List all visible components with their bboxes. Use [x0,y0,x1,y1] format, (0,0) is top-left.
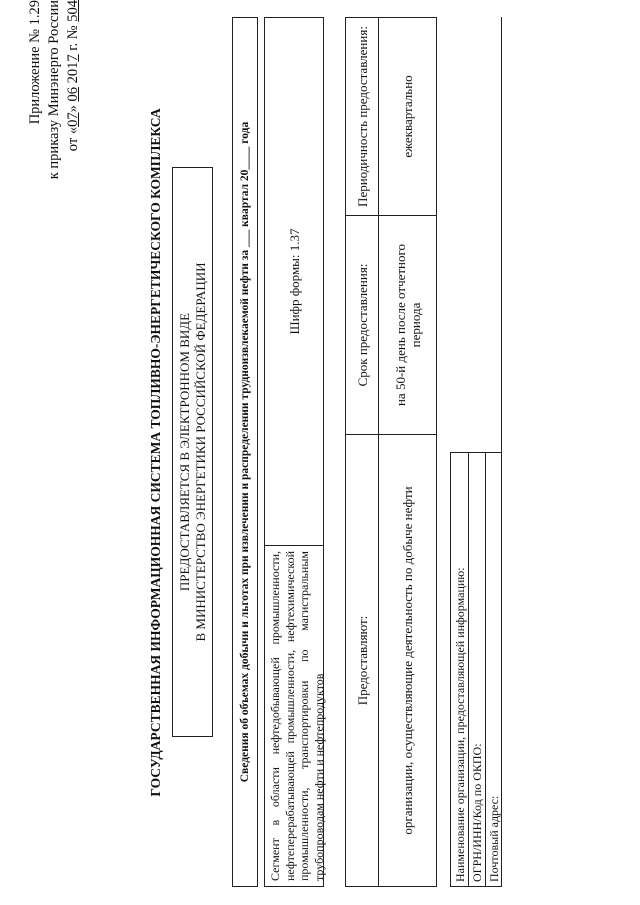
respondent-ogrn: ОГРН/ИНН/Код по ОКПО: [470,743,484,882]
appendix-line-2: к приказу Минэнерго России [46,0,62,180]
respondent-box [450,452,502,887]
report-title: Сведения об объемах добычи и льготах при извлечении и распределении трудноизвлекаемой нефти за ___ квартал 20____ года [239,121,251,783]
segment-text: Сегмент в области нефтедобывающей промышленности, нефтеперерабатывающей промышленности, нефтехимической промышленности, транспортировки по магистральным трубопроводам нефти и нефтепродуктов [268,551,326,881]
respondent-address: Почтовый адрес: [487,795,501,882]
date-month: 06 [65,87,81,102]
submission-line-2: В МИНИСТЕРСТВО ЭНЕРГЕТИКИ РОССИЙСКОЙ ФЕДЕРАЦИИ [193,262,208,642]
date-year-post: г. № [65,21,81,55]
value-periodicity: ежеквартально [400,75,415,158]
respondent-rule-1 [468,453,469,886]
date-prefix: от « [65,126,81,152]
respondent-rule-2 [485,453,486,886]
appendix-date-line [64,0,83,260]
segment-row [264,17,324,887]
date-year-pre: 201 [65,61,81,88]
report-title-box [232,17,258,887]
date-year-digit: 7 [65,54,81,62]
value-deadline: на 50-й день после отчетного периода [392,243,423,407]
value-submitters: организации, осуществляющие деятельность по добыче нефти [400,486,415,835]
system-title: ГОСУДАРСТВЕННАЯ ИНФОРМАЦИОННАЯ СИСТЕМА ТОПЛИВНО-ЭНЕРГЕТИЧЕСКОГО КОМПЛЕКСА [148,108,163,797]
segment-divider [265,545,323,546]
header-submitters: Предоставляют: [354,615,370,706]
date-day: 07 [65,112,81,127]
form-code: Шифр формы: 1.37 [286,228,302,335]
schedule-table [345,17,437,887]
date-number: 504 [65,0,81,22]
appendix-block [26,0,83,260]
header-periodicity: Периодичность предоставления: [354,26,370,207]
date-mid: » [65,101,81,113]
respondent-bottom-rule [501,17,502,887]
submission-box [172,167,213,737]
respondent-org-name: Наименование организации, предоставляющей информацию: [453,567,467,882]
submission-line-1: ПРЕДОСТАВЛЯЕТСЯ В ЭЛЕКТРОННОМ ВИДЕ [177,312,192,592]
appendix-line-1: Приложение № 1.29 [27,0,43,125]
header-deadline: Срок предоставления: [354,263,370,387]
